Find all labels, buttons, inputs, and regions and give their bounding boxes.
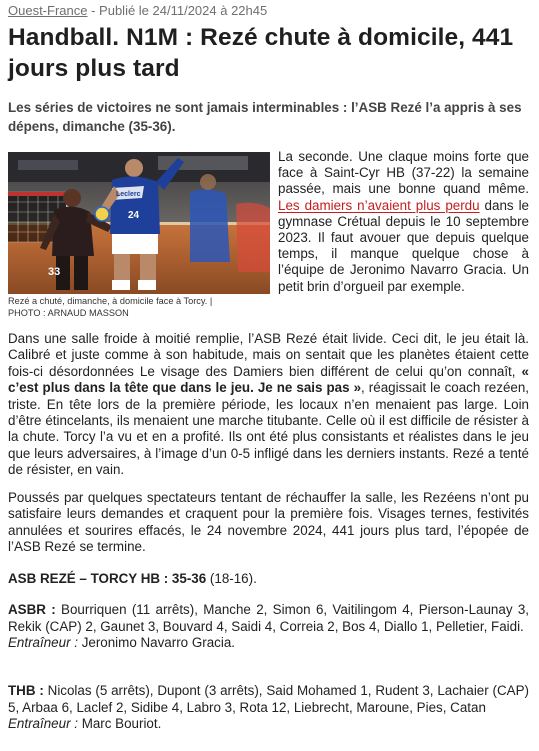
article-meta bbox=[8, 3, 267, 18]
source-link[interactable]: Ouest-France bbox=[8, 3, 88, 18]
inline-article-link[interactable] bbox=[278, 198, 480, 213]
coach-name-thb: Marc Bouriot. bbox=[77, 716, 162, 732]
photo-caption bbox=[8, 295, 272, 319]
paragraph-match-text-before: Dans une salle froide à moitié remplie, l’ASB Rezé était livide. Ceci dit, le jeu était là. Calibré et juste comme à son habitude, mais on sentait que les planètes étaient cette fois-ci désordonnées Le visage des Damiers bien différent de celui qu’on connaît, bbox=[8, 331, 529, 379]
team-lineup-thb bbox=[8, 683, 529, 733]
coach-line-asbr bbox=[8, 635, 529, 652]
paragraph-intro-text-before: La seconde. Une claque moins forte que face à Saint-Cyr HB (37-22) la semaine passée, mais une bonne quand même. bbox=[278, 149, 529, 197]
paragraph-conclusion: Poussés par quelques spectateurs tentant de réchauffer la salle, les Rezéens n’ont pu satisfaire leurs demandes et craquent pour la première fois. Visages ternes, festivités annulées et sourires effacés, le 24 novembre 2024, 441 jours plus tard, l’épopée de l’ASB Rezé se termine. bbox=[8, 490, 529, 555]
jersey-number-left: 33 bbox=[48, 266, 61, 278]
team-players-asbr: Bourriquen (11 arrêts), Manche 2, Simon 6, Vaitilingom 4, Pierson-Launay 3, Rekik (CAP) 2, Gaunet 3, Bouvard 4, Saidi 4, Correia 2, Bos 4, Diallo 1, Pelletier, Faidi. bbox=[8, 602, 529, 634]
halftime-score: (18-16). bbox=[206, 571, 257, 586]
photo-caption-text: Rezé a chuté, dimanche, à domicile face à Torcy. | bbox=[8, 296, 213, 306]
paragraph-intro-text-after: dans le gymnase Crétual depuis le 10 septembre 2023. Il faut avouer que depuis quelque temps, il manque quelque chose à l’équipe de Jeronimo Navarro Gracia. Un petit brin d’orgueil par exemple. bbox=[278, 197, 530, 294]
publish-date: Publié le 24/11/2024 à 22h45 bbox=[99, 3, 268, 18]
article-lead: Les séries de victoires ne sont jamais interminables : l’ASB Rezé l’a appris à ses dépens, dimanche (35-36). bbox=[8, 100, 522, 134]
coach-label: Entraîneur : bbox=[8, 635, 78, 651]
team-players-thb: Nicolas (5 arrêts), Dupont (3 arrêts), Said Mohamed 1, Rudent 3, Lachaier (CAP) 5, Arbaa 6, Laclef 2, Sidibe 4, Labro 3, Rota 12, Liebrecht, Maroune, Pies, Catan bbox=[8, 683, 529, 715]
team-label-thb: THB : bbox=[8, 683, 44, 698]
paragraph-match-report bbox=[8, 331, 529, 479]
inline-article-link-text: Les damiers n’avaient plus perdu bbox=[278, 197, 480, 213]
coach-label: Entraîneur : bbox=[8, 716, 78, 732]
photo-credit: PHOTO : ARNAUD MASSON bbox=[8, 308, 129, 318]
team-lineup-asbr bbox=[8, 602, 529, 652]
shirt-sponsor-text: Leclerc bbox=[116, 191, 141, 198]
team-label-asbr: ASBR : bbox=[8, 602, 56, 617]
jersey-number-right: 24 bbox=[128, 210, 140, 221]
meta-separator: - bbox=[87, 3, 100, 18]
final-score bbox=[8, 570, 257, 587]
coach-line-thb bbox=[8, 716, 529, 733]
paragraph-match-text-after: , réagissait le coach rezéen, triste. En tête lors de la première période, les locaux n’en menaient pas large. Loin d’être étincelants, ils menaient une marche titubante. Celle où il est difficile de résister à la chute. Torcy l’a vu et en a profité. Ils ont été plus consistants et réalistes dans le jeu que leurs adversaires, à l’image d’un 0-5 infligé dans les derniers instants. Rezé a tenté de résister, en vain. bbox=[8, 380, 530, 478]
paragraph-intro bbox=[278, 149, 529, 295]
coach-quote: « c’est plus dans la tête que dans le jeu. Je ne sais pas » bbox=[8, 363, 529, 396]
final-score-label: ASB REZÉ – TORCY HB : 35-36 bbox=[8, 571, 207, 586]
handball-photo-illustration bbox=[8, 152, 270, 294]
article-title: Handball. N1M : Rezé chute à domicile, 441 jours plus tard bbox=[8, 24, 514, 82]
coach-name-asbr: Jeronimo Navarro Gracia. bbox=[77, 635, 235, 651]
article-photo bbox=[8, 152, 270, 294]
